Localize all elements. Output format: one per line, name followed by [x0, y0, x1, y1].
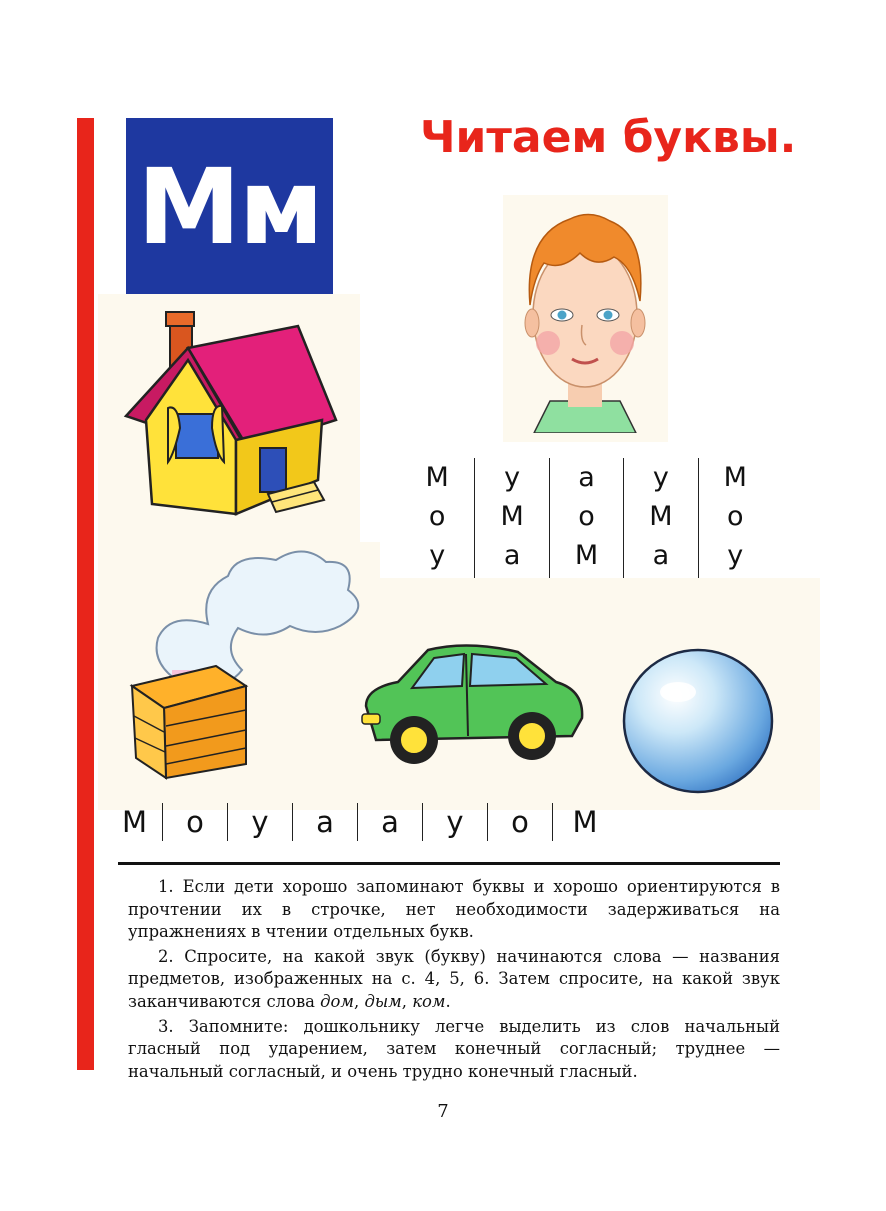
- letter-grid-column: [698, 458, 772, 578]
- letter-row-item: о: [487, 803, 552, 841]
- letter-grid: [400, 458, 772, 578]
- letter-grid-column: [400, 458, 474, 578]
- word-dom: дом: [320, 991, 355, 1011]
- word-kom: ком: [412, 991, 446, 1011]
- letter-box-text: Мм: [137, 146, 322, 268]
- letter-row-item: у: [227, 803, 292, 841]
- letter-row-item: у: [422, 803, 487, 841]
- note-paragraph-3: 3. Запомните: дошкольнику легче выделить из слов начальный гласный под ударением, затем конечный согласный; труднее — начальный согласный, и очень трудно конечный гласный.: [128, 1016, 780, 1081]
- letter-cell: у: [727, 540, 744, 571]
- letter-row-item: М: [552, 803, 617, 841]
- letter-cell: а: [652, 540, 670, 571]
- letter-row-item: а: [292, 803, 357, 841]
- page-number: 7: [437, 1101, 449, 1122]
- note-paragraph-1: 1. Если дети хорошо запоминают буквы и хорошо ориентируются в прочтении их в строчке, нет необходимости задерживаться на упражнениях в чтении отдельных букв.: [128, 877, 780, 942]
- letter-cell: а: [578, 462, 595, 493]
- letter-cell: М: [649, 501, 673, 532]
- letter-grid-column: [474, 458, 548, 578]
- letter-cell: о: [428, 501, 446, 532]
- letter-cell: о: [578, 501, 595, 532]
- letter-cell: М: [425, 462, 449, 493]
- letter-cell: М: [723, 462, 747, 493]
- note-paragraph-2: [128, 946, 780, 1014]
- letter-cell: о: [727, 501, 744, 532]
- note-2-separator: ,: [354, 991, 365, 1011]
- note-2-end: .: [445, 991, 451, 1011]
- boy-face-picture: [510, 205, 660, 433]
- letter-box: [126, 118, 333, 296]
- balloon-picture: [620, 646, 778, 796]
- letter-row-item: а: [357, 803, 422, 841]
- letter-cell: у: [429, 540, 446, 571]
- letter-row-item: М: [122, 805, 148, 839]
- letter-cell: М: [574, 540, 599, 571]
- picture-panel-mid: [570, 578, 820, 618]
- letter-cell: а: [503, 540, 521, 571]
- note-2-text: 2. Спросите, на какой звук (букву) начинаются слова — названия предметов, изображенных на с. 4, 5, 6. Затем спросите, на какой звук заканчиваются слова: [128, 946, 780, 1011]
- letter-grid-column: [549, 458, 623, 578]
- page-title: Читаем буквы.: [420, 112, 797, 163]
- car-picture: [358, 636, 588, 776]
- letter-cell: у: [504, 462, 521, 493]
- notes-divider: [118, 862, 780, 865]
- letter-row-item: о: [162, 803, 227, 841]
- letter-cell: у: [652, 462, 669, 493]
- word-dym: дым: [364, 991, 402, 1011]
- chimney-smoke-picture: [126, 546, 376, 782]
- letter-grid-column: [623, 458, 697, 578]
- red-margin-bar: [77, 118, 94, 1070]
- note-2-separator: ,: [401, 991, 413, 1011]
- teacher-notes: [128, 876, 780, 1085]
- letter-row: [122, 802, 617, 842]
- letter-cell: М: [500, 501, 524, 532]
- house-picture: [118, 308, 340, 526]
